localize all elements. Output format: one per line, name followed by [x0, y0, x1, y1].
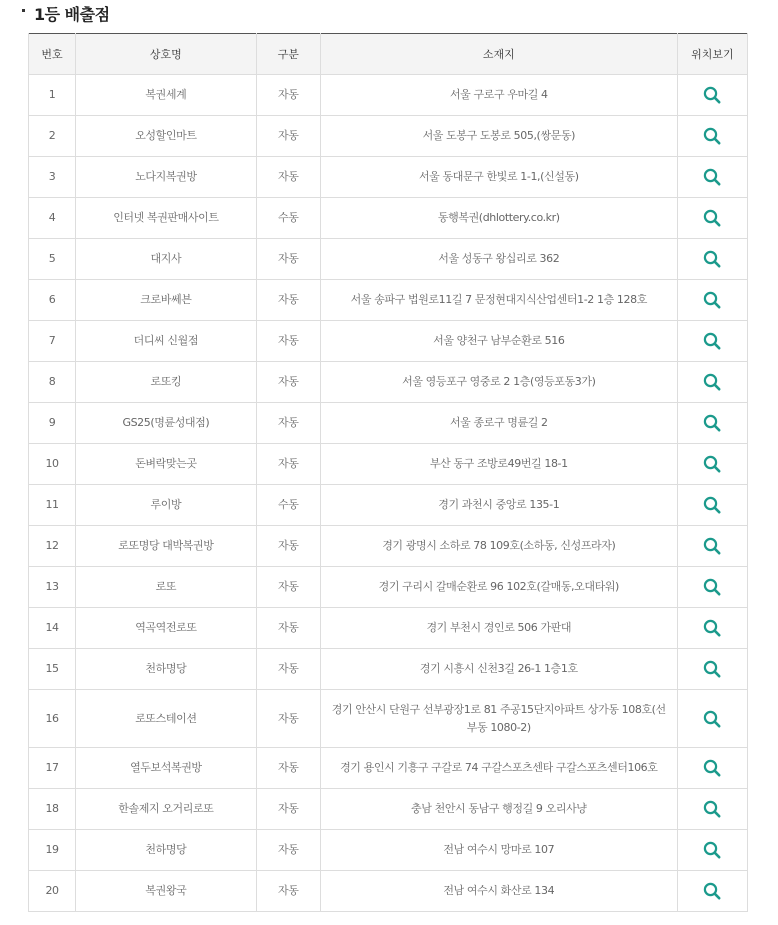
cell-name: 복권왕국 — [76, 871, 257, 912]
cell-address: 경기 광명시 소하로 78 109호(소하동, 신성프라자) — [320, 526, 677, 567]
section-title-text: 1등 배출점 — [34, 4, 110, 24]
cell-no: 16 — [29, 690, 76, 748]
cell-name: 로또명당 대박복권방 — [76, 526, 257, 567]
search-icon[interactable] — [702, 208, 722, 228]
search-icon[interactable] — [702, 799, 722, 819]
header-location: 위치보기 — [677, 34, 747, 75]
cell-address: 서울 성동구 왕십리로 362 — [320, 239, 677, 280]
search-icon[interactable] — [702, 85, 722, 105]
cell-no: 8 — [29, 362, 76, 403]
cell-no: 3 — [29, 157, 76, 198]
search-icon[interactable] — [702, 577, 722, 597]
cell-name: 노다지복권방 — [76, 157, 257, 198]
cell-type: 자동 — [256, 748, 320, 789]
table-row — [29, 789, 748, 830]
cell-location — [677, 830, 747, 871]
cell-location — [677, 198, 747, 239]
cell-address: 서울 도봉구 도봉로 505,(쌍문동) — [320, 116, 677, 157]
table-row — [29, 649, 748, 690]
cell-type: 자동 — [256, 362, 320, 403]
cell-name: GS25(명륜성대점) — [76, 403, 257, 444]
cell-address: 서울 양천구 남부순환로 516 — [320, 321, 677, 362]
cell-location — [677, 748, 747, 789]
cell-type: 자동 — [256, 567, 320, 608]
cell-location — [677, 526, 747, 567]
header-type: 구분 — [256, 34, 320, 75]
cell-name: 로또스테이션 — [76, 690, 257, 748]
winners-table — [28, 33, 748, 912]
search-icon[interactable] — [702, 618, 722, 638]
cell-location — [677, 403, 747, 444]
cell-type: 자동 — [256, 321, 320, 362]
search-icon[interactable] — [702, 536, 722, 556]
cell-no: 14 — [29, 608, 76, 649]
cell-type: 자동 — [256, 403, 320, 444]
section-title — [22, 1, 110, 25]
cell-type: 자동 — [256, 280, 320, 321]
cell-address: 경기 안산시 단원구 선부광장1로 81 주공15단지아파트 상가동 108호(선부동 1080-2) — [320, 690, 677, 748]
table-row — [29, 75, 748, 116]
cell-name: 크로바쎄븐 — [76, 280, 257, 321]
cell-address: 경기 시흥시 신천3길 26-1 1층1호 — [320, 649, 677, 690]
cell-name: 복권세계 — [76, 75, 257, 116]
cell-address: 경기 과천시 중앙로 135-1 — [320, 485, 677, 526]
cell-type: 자동 — [256, 830, 320, 871]
cell-location — [677, 444, 747, 485]
cell-location — [677, 567, 747, 608]
cell-name: 천하명당 — [76, 649, 257, 690]
cell-address: 경기 부천시 경인로 506 가판대 — [320, 608, 677, 649]
table-row — [29, 748, 748, 789]
header-no: 번호 — [29, 34, 76, 75]
cell-location — [677, 239, 747, 280]
table-header-row — [29, 34, 748, 75]
cell-address: 서울 종로구 명륜길 2 — [320, 403, 677, 444]
search-icon[interactable] — [702, 454, 722, 474]
cell-type: 자동 — [256, 157, 320, 198]
cell-no: 7 — [29, 321, 76, 362]
cell-address: 전남 여수시 화산로 134 — [320, 871, 677, 912]
cell-address: 경기 구리시 갈매순환로 96 102호(갈매동,오대타워) — [320, 567, 677, 608]
cell-name: 로또킹 — [76, 362, 257, 403]
cell-no: 9 — [29, 403, 76, 444]
cell-address: 서울 송파구 법원로11길 7 문정현대지식산업센터1-2 1층 128호 — [320, 280, 677, 321]
cell-no: 20 — [29, 871, 76, 912]
cell-no: 10 — [29, 444, 76, 485]
cell-no: 12 — [29, 526, 76, 567]
search-icon[interactable] — [702, 167, 722, 187]
table-row — [29, 116, 748, 157]
table-row — [29, 608, 748, 649]
search-icon[interactable] — [702, 659, 722, 679]
search-icon[interactable] — [702, 413, 722, 433]
cell-no: 1 — [29, 75, 76, 116]
cell-type: 자동 — [256, 239, 320, 280]
cell-type: 수동 — [256, 198, 320, 239]
search-icon[interactable] — [702, 495, 722, 515]
cell-name: 오성할인마트 — [76, 116, 257, 157]
header-name: 상호명 — [76, 34, 257, 75]
table-row — [29, 444, 748, 485]
cell-name: 루이방 — [76, 485, 257, 526]
cell-no: 6 — [29, 280, 76, 321]
cell-location — [677, 608, 747, 649]
cell-type: 자동 — [256, 608, 320, 649]
cell-location — [677, 649, 747, 690]
table-row — [29, 321, 748, 362]
cell-type: 자동 — [256, 116, 320, 157]
cell-name: 열두보석복권방 — [76, 748, 257, 789]
search-icon[interactable] — [702, 881, 722, 901]
cell-location — [677, 485, 747, 526]
bullet-dot — [22, 9, 25, 12]
search-icon[interactable] — [702, 709, 722, 729]
cell-no: 18 — [29, 789, 76, 830]
search-icon[interactable] — [702, 249, 722, 269]
cell-type: 자동 — [256, 75, 320, 116]
table-row — [29, 871, 748, 912]
cell-name: 대지사 — [76, 239, 257, 280]
cell-type: 수동 — [256, 485, 320, 526]
cell-name: 한솔제지 오거리로또 — [76, 789, 257, 830]
cell-no: 17 — [29, 748, 76, 789]
header-address: 소재지 — [320, 34, 677, 75]
search-icon[interactable] — [702, 331, 722, 351]
cell-type: 자동 — [256, 690, 320, 748]
cell-location — [677, 321, 747, 362]
table-row — [29, 362, 748, 403]
cell-type: 자동 — [256, 444, 320, 485]
cell-name: 로또 — [76, 567, 257, 608]
cell-location — [677, 871, 747, 912]
search-icon[interactable] — [702, 840, 722, 860]
search-icon[interactable] — [702, 290, 722, 310]
cell-location — [677, 116, 747, 157]
table-row — [29, 403, 748, 444]
cell-type: 자동 — [256, 649, 320, 690]
cell-no: 19 — [29, 830, 76, 871]
table-row — [29, 157, 748, 198]
cell-no: 11 — [29, 485, 76, 526]
table-row — [29, 485, 748, 526]
cell-name: 더디씨 신월점 — [76, 321, 257, 362]
table-row — [29, 280, 748, 321]
cell-no: 13 — [29, 567, 76, 608]
cell-location — [677, 157, 747, 198]
cell-address: 경기 용인시 기흥구 구갈로 74 구갈스포츠센타 구갈스포츠센터106호 — [320, 748, 677, 789]
cell-location — [677, 789, 747, 830]
table-body — [29, 75, 748, 912]
cell-name: 천하명당 — [76, 830, 257, 871]
cell-name: 돈벼락맞는곳 — [76, 444, 257, 485]
search-icon[interactable] — [702, 126, 722, 146]
search-icon[interactable] — [702, 758, 722, 778]
table-row — [29, 239, 748, 280]
cell-location — [677, 362, 747, 403]
cell-address: 충남 천안시 동남구 행정길 9 오리사냥 — [320, 789, 677, 830]
cell-address: 동행복권(dhlottery.co.kr) — [320, 198, 677, 239]
cell-address: 전남 여수시 망마로 107 — [320, 830, 677, 871]
table-row — [29, 690, 748, 748]
cell-location — [677, 75, 747, 116]
cell-name: 인터넷 복권판매사이트 — [76, 198, 257, 239]
cell-address: 서울 영등포구 영중로 2 1층(영등포동3가) — [320, 362, 677, 403]
table-row — [29, 198, 748, 239]
table-row — [29, 830, 748, 871]
cell-address: 서울 구로구 우마길 4 — [320, 75, 677, 116]
cell-address: 부산 동구 조방로49번길 18-1 — [320, 444, 677, 485]
search-icon[interactable] — [702, 372, 722, 392]
cell-location — [677, 280, 747, 321]
cell-no: 2 — [29, 116, 76, 157]
cell-name: 역곡역전로또 — [76, 608, 257, 649]
cell-type: 자동 — [256, 871, 320, 912]
cell-type: 자동 — [256, 526, 320, 567]
cell-no: 5 — [29, 239, 76, 280]
cell-type: 자동 — [256, 789, 320, 830]
table-row — [29, 526, 748, 567]
cell-no: 15 — [29, 649, 76, 690]
table-row — [29, 567, 748, 608]
cell-no: 4 — [29, 198, 76, 239]
cell-address: 서울 동대문구 한빛로 1-1,(신설동) — [320, 157, 677, 198]
cell-location — [677, 690, 747, 748]
